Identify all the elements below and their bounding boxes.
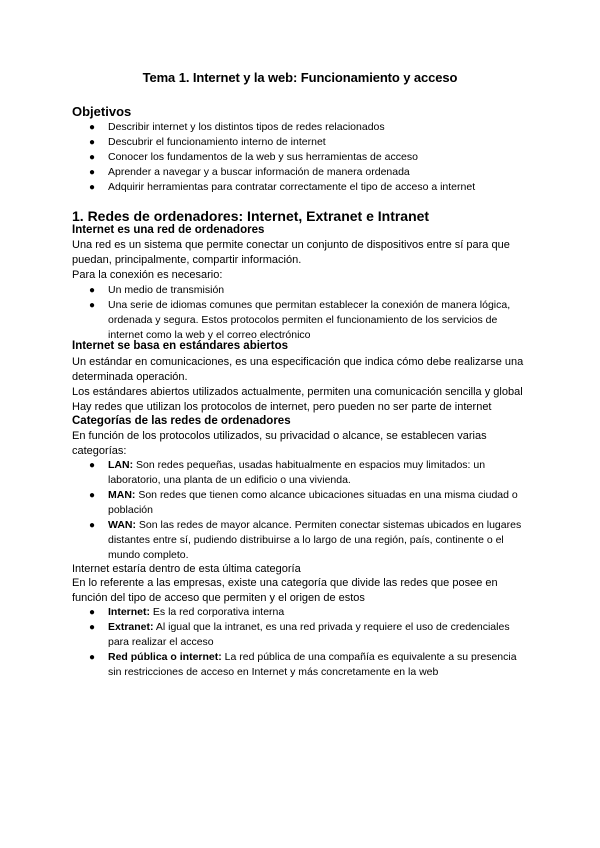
list-item: ● Internet: Es la red corporativa interna (89, 606, 285, 618)
paragraph: Para la conexión es necesario: (72, 269, 223, 281)
list-item: ● WAN: Son las redes de mayor alcance. Permiten conectar sistemas ubicados en lugares distantes entre sí, pudiendo distribuirse a lo largo de una región, país, continente o el mundo completo. (89, 519, 522, 561)
list-item: ● Una serie de idiomas comunes que permitan establecer la conexión de manera lógica, ordenada y segura. Estos protocolos permiten el funcionamiento de los servicios de internet como la web y el correo electrónico (89, 299, 511, 341)
paragraph: En función de los protocolos utilizados, su privacidad o alcance, se establecen varias categorías: (72, 430, 487, 457)
list-item: ● LAN: Son redes pequeñas, usadas habitualmente en espacios muy limitados: un laboratorio, una planta de un edificio o una vivienda. (89, 459, 486, 486)
list-item: ● Aprender a navegar y a buscar información de manera ordenada (89, 166, 410, 178)
bullet-icon: ● (89, 167, 96, 178)
subsection-heading: Internet es una red de ordenadores (72, 224, 265, 236)
list-item: ● Red pública o internet: La red pública de una compañía es equivalente a su presencia sin restricciones de acceso en Internet y más concretamente en la web (89, 651, 517, 678)
list-item: ● Conocer los fundamentos de la web y sus herramientas de acceso (89, 151, 418, 163)
bullet-icon: ● (89, 137, 96, 148)
list-item: ● Extranet: Al igual que la intranet, es una red privada y requiere el uso de credenciales para realizar el acceso (89, 621, 510, 648)
bullet-icon: ● (89, 520, 96, 531)
paragraph: Internet estaría dentro de esta última categoría (72, 563, 301, 575)
objetivos-heading: Objetivos (72, 104, 132, 119)
list-item: ● Describir internet y los distintos tipos de redes relacionados (89, 121, 385, 133)
bullet-icon: ● (89, 152, 96, 163)
paragraph: Un estándar en comunicaciones, es una especificación que indica cómo debe realizarse una determinada operación. (72, 356, 524, 383)
page-title: Tema 1. Internet y la web: Funcionamiento y acceso (142, 70, 458, 85)
bullet-icon: ● (89, 182, 96, 193)
list-item: ● Adquirir herramientas para contratar correctamente el tipo de acceso a internet (89, 181, 476, 193)
bullet-icon: ● (89, 622, 96, 633)
list-item: ● Descubrir el funcionamiento interno de internet (89, 136, 326, 148)
list-item: ● Un medio de transmisión (89, 284, 225, 296)
bullet-icon: ● (89, 652, 96, 663)
bullet-icon: ● (89, 460, 96, 471)
subsection-heading: Internet se basa en estándares abiertos (72, 340, 289, 352)
bullet-icon: ● (89, 607, 96, 618)
paragraph: En lo referente a las empresas, existe una categoría que divide las redes que posee en función del tipo de acceso que permiten y el origen de estos (72, 577, 498, 604)
paragraph: Una red es un sistema que permite conectar un conjunto de dispositivos entre sí para que puedan, principalmente, compartir información. (72, 239, 510, 266)
subsection-heading: Categorías de las redes de ordenadores (72, 415, 291, 427)
paragraph: Los estándares abiertos utilizados actualmente, permiten una comunicación sencilla y global (72, 386, 523, 398)
bullet-icon: ● (89, 300, 96, 311)
section-heading: 1. Redes de ordenadores: Internet, Extranet e Intranet (72, 208, 430, 224)
paragraph: Hay redes que utilizan los protocolos de internet, pero pueden no ser parte de internet (72, 401, 492, 413)
bullet-icon: ● (89, 122, 96, 133)
bullet-icon: ● (89, 285, 96, 296)
list-item: ● MAN: Son redes que tienen como alcance ubicaciones situadas en una misma ciudad o población (89, 489, 518, 516)
bullet-icon: ● (89, 490, 96, 501)
